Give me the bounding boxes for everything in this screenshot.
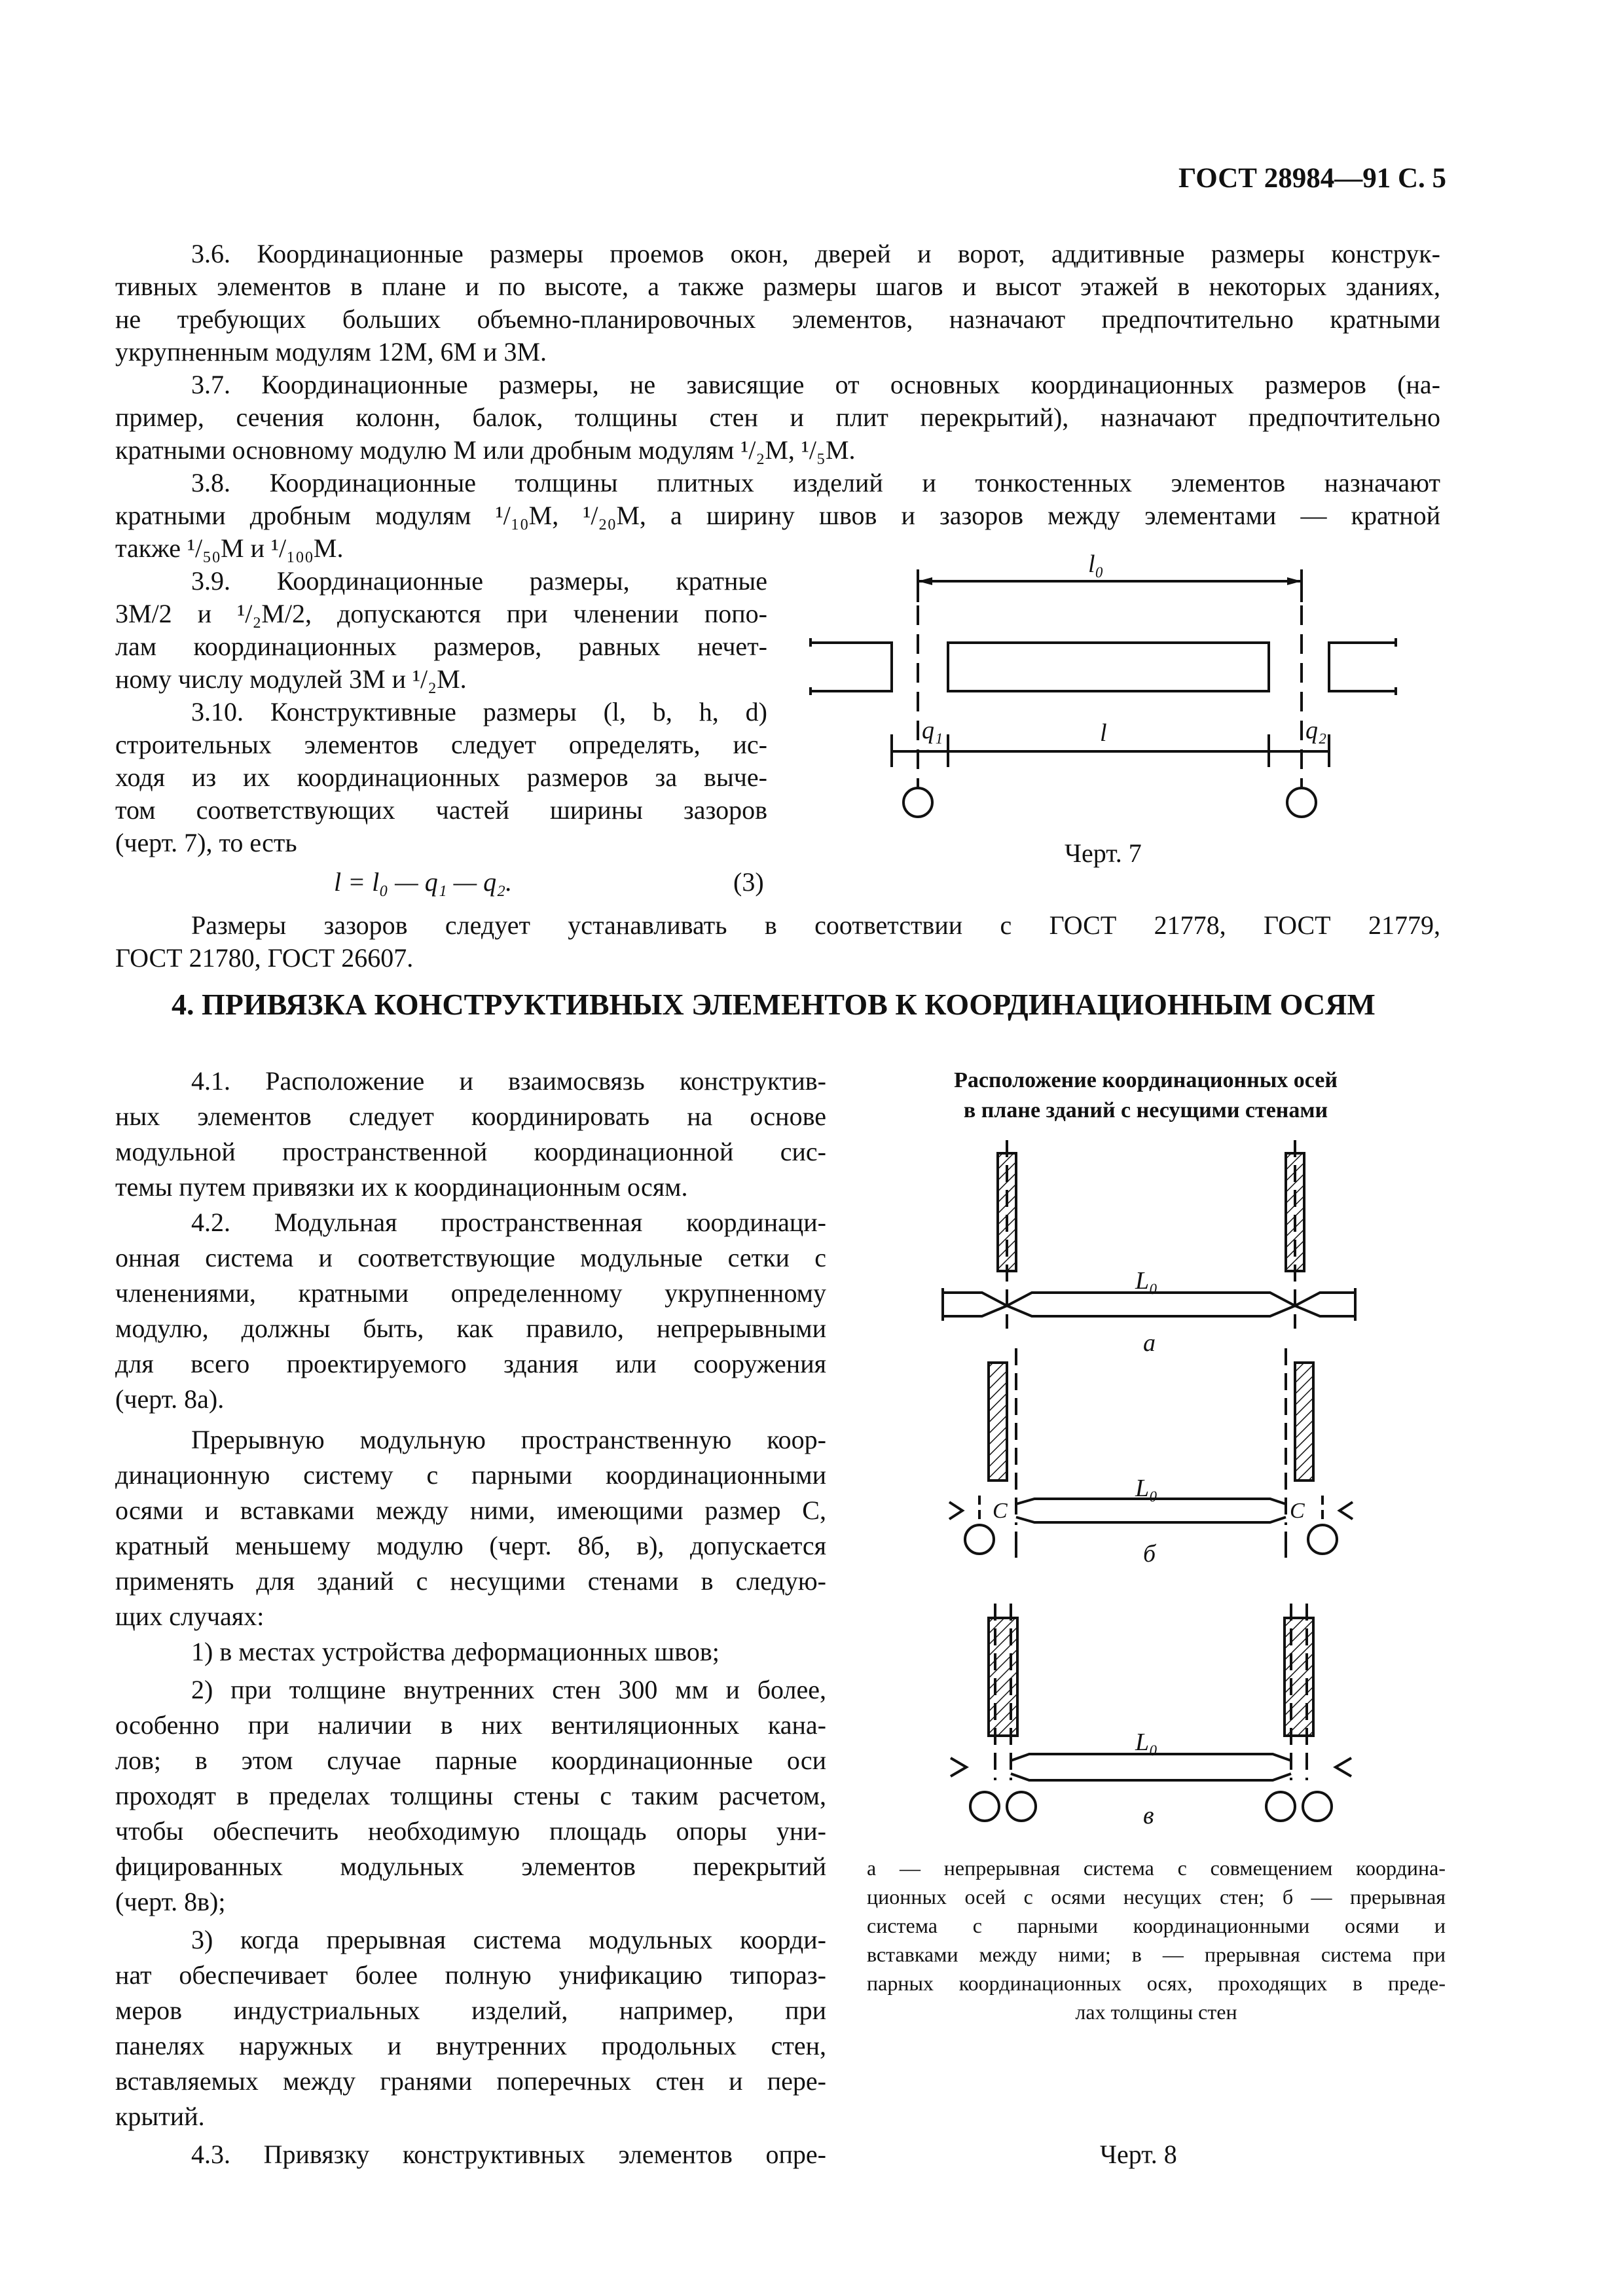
list-item-1: 1) в местах устройства деформационных швов; xyxy=(191,1637,720,1666)
text-line: ному числу модулей 3M и ¹/₂M. xyxy=(115,664,467,694)
fig8b-label-L0: L₀ xyxy=(1135,1475,1158,1502)
text-line: лам координационных размеров, равных нечет- xyxy=(115,632,767,661)
fig8-label-b: б xyxy=(1143,1540,1156,1568)
text-line: кратными основному модулю M или дробным модулям ¹/₂M, ¹/₅M. xyxy=(115,435,856,465)
text-line: чтобы обеспечить необходимую площадь опоры уни- xyxy=(115,1816,826,1846)
fig8a-label-L0: L₀ xyxy=(1135,1267,1158,1295)
fig7-caption: Черт. 7 xyxy=(1065,838,1142,868)
legend-line: вставками между ними; в — прерывная система при xyxy=(867,1943,1446,1966)
text-line: (черт. 8а). xyxy=(115,1384,225,1414)
text-line: не требующих больших объемно-планировочных элементов, назначают предпочтительно кратными xyxy=(115,304,1440,334)
legend-line: система с парными координационными осями и xyxy=(867,1914,1446,1937)
text-line: 3.7. Координационные размеры, не зависящие от основных координационных размеров (на- xyxy=(191,370,1440,399)
text-line: осями и вставками между ними, имеющими размер C, xyxy=(115,1496,826,1525)
text-line: также ¹/₅₀M и ¹/₁₀₀M. xyxy=(115,533,344,563)
text-line: лов; в этом случае парные координационные оси xyxy=(115,1746,826,1775)
fig7-label-l0: l₀ xyxy=(1088,550,1104,578)
text-line: онная система и соответствующие модульные сетки с xyxy=(115,1243,826,1272)
text-line: динационную систему с парными координационными xyxy=(115,1460,826,1490)
fig8-title-line: Расположение координационных осей xyxy=(954,1068,1338,1092)
legend-line: лах толщины стен xyxy=(1075,2000,1237,2024)
text-line: проходят в пределах толщины стены с таким расчетом, xyxy=(115,1781,826,1810)
text-line: 3.9. Координационные размеры, кратные xyxy=(191,566,767,596)
legend-line: парных координационных осях, проходящих в преде- xyxy=(867,1971,1446,1995)
fig8b-label-C-right: C xyxy=(1290,1499,1305,1523)
fig7-label-q2: q₂ xyxy=(1305,717,1327,744)
fig8-legend xyxy=(867,1854,1446,2026)
text-line: темы путем привязки их к координационным осям. xyxy=(115,1172,688,1202)
text-line: 2) при толщине внутренних стен 300 мм и более, xyxy=(191,1675,826,1704)
text-line: 3.8. Координационные толщины плитных изделий и тонкостенных элементов назначают xyxy=(191,468,1440,497)
text-line: особенно при наличии в них вентиляционных кана- xyxy=(115,1710,826,1740)
text-line: модулю, должны быть, как правило, непрерывными xyxy=(115,1314,826,1343)
text-line: укрупненным модулям 12M, 6M и 3M. xyxy=(115,337,547,367)
page-header: ГОСТ 28984—91 С. 5 xyxy=(1178,163,1446,194)
text-line: применять для зданий с несущими стенами в следую- xyxy=(115,1566,826,1596)
text-line: вставляемых между гранями поперечных стен и пере- xyxy=(115,2066,826,2096)
fig8-label-a: а xyxy=(1143,1329,1156,1357)
legend-line: а — непрерывная система с совмещением координа- xyxy=(867,1856,1446,1880)
text-line: строительных элементов следует определять, ис- xyxy=(115,730,767,759)
text-line: ходя из их координационных размеров за выче- xyxy=(115,762,767,792)
text-line: меров индустриальных изделий, например, при xyxy=(115,1996,826,2025)
fig7-label-l: l xyxy=(1100,719,1107,747)
text-line: крытий. xyxy=(115,2102,205,2131)
text-line: 3.10. Конструктивные размеры (l, b, h, d) xyxy=(191,697,767,726)
text-line: (черт. 7), то есть xyxy=(115,828,297,857)
text-line: 4.2. Модульная пространственная координаци- xyxy=(191,1208,826,1237)
text-line: 3.6. Координационные размеры проемов окон, дверей и ворот, аддитивные размеры конструк- xyxy=(191,239,1440,268)
text-line: ГОСТ 21780, ГОСТ 26607. xyxy=(115,943,414,973)
fig8b-label-C-left: C xyxy=(993,1499,1008,1523)
paragraph-4-3: 4.3. Привязку конструктивных элементов опре- xyxy=(191,2140,826,2169)
text-line: для всего проектируемого здания или сооружения xyxy=(115,1349,826,1378)
text-line: нат обеспечивает более полную унификацию типораз- xyxy=(115,1960,826,1990)
formula: l = l₀ — q₁ — q₂. xyxy=(334,867,513,897)
fig8-label-v: в xyxy=(1143,1802,1154,1829)
text-line: модульной пространственной координационной сис- xyxy=(115,1137,826,1166)
text-line: Размеры зазоров следует устанавливать в соответствии с ГОСТ 21778, ГОСТ 21779, xyxy=(191,910,1440,940)
text-line: панелях наружных и внутренних продольных стен, xyxy=(115,2031,826,2060)
text-line: тивных элементов в плане и по высоте, а также размеры шагов и высот этажей в некоторых зданиях, xyxy=(115,272,1440,301)
text-line: 3) когда прерывная система модульных коорди- xyxy=(191,1925,826,1954)
text-line: членениями, кратными определенному укрупненному xyxy=(115,1278,826,1308)
fig8v-label-L0: L₀ xyxy=(1135,1729,1158,1756)
fig8-caption: Черт. 8 xyxy=(1100,2140,1177,2169)
text-line: (черт. 8в); xyxy=(115,1887,226,1916)
legend-line: ционных осей с осями несущих стен; б — прерывная xyxy=(867,1885,1446,1909)
formula-number: (3) xyxy=(733,867,764,897)
text-line: пример, сечения колонн, балок, толщины стен и плит перекрытий), назначают предпочтительно xyxy=(115,403,1440,432)
text-line: кратными дробным модулям ¹/₁₀M, ¹/₂₀M, а ширину швов и зазоров между элементами — кратной xyxy=(115,501,1440,530)
fig8-title xyxy=(877,1066,1414,1126)
fig8-title-line: в плане зданий с несущими стенами xyxy=(963,1098,1328,1122)
text-line: кратный меньшему модулю (черт. 8б, в), допускается xyxy=(115,1531,826,1560)
text-line: фицированных модульных элементов перекрытий xyxy=(115,1852,826,1881)
text-line: том соответствующих частей ширины зазоров xyxy=(115,795,767,825)
text-line: ных элементов следует координировать на основе xyxy=(115,1102,826,1131)
text-line: щих случаях: xyxy=(115,1602,264,1631)
fig7-label-q1: q₁ xyxy=(922,717,943,744)
section-title: 4. ПРИВЯЗКА КОНСТРУКТИВНЫХ ЭЛЕМЕНТОВ К КООРДИНАЦИОННЫМ ОСЯМ xyxy=(172,988,1376,1021)
text-line: 4.1. Расположение и взаимосвязь конструктив- xyxy=(191,1066,826,1096)
text-line: 3M/2 и ¹/₂M/2, допускаются при членении попо- xyxy=(115,599,767,628)
text-line: Прерывную модульную пространственную коор- xyxy=(191,1425,826,1454)
